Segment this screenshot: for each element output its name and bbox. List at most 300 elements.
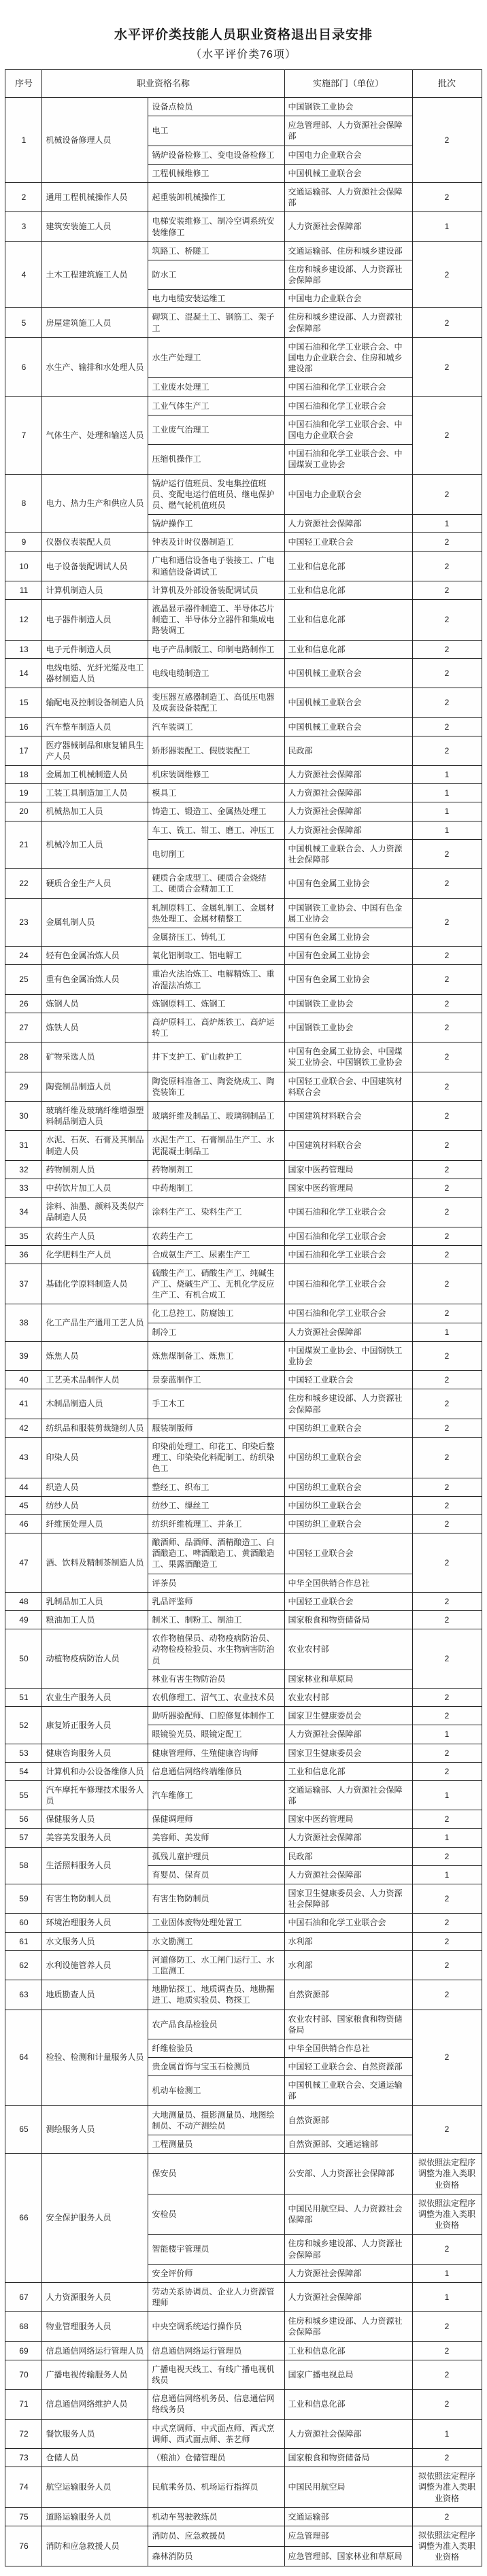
row-number-cell: 15 bbox=[5, 688, 42, 717]
department-cell: 中国民用航空局、人力资源社会保障部 bbox=[284, 2194, 412, 2235]
batch-cell: 2 bbox=[412, 717, 482, 736]
table-row bbox=[5, 1744, 482, 1762]
department-cell: 中国钢铁工业协会 bbox=[284, 98, 412, 116]
department-cell: 住房和城乡建设部、人力资源社会保障部 bbox=[284, 2235, 412, 2264]
batch-cell: 2 bbox=[412, 241, 482, 308]
table-row bbox=[5, 1829, 482, 1847]
qualification-name-cell: 信息通信网络机务员、信息通信网络线务员 bbox=[148, 2390, 284, 2419]
table-row bbox=[5, 533, 482, 552]
batch-cell: 2 bbox=[412, 337, 482, 396]
batch-cell: 2 bbox=[412, 1932, 482, 1950]
qualification-name-cell: 高炉原料工、高炉炼铁工、高炉运转工 bbox=[148, 1013, 284, 1042]
batch-cell: 2 bbox=[412, 898, 482, 947]
table-row bbox=[5, 474, 482, 515]
batch-cell: 1 bbox=[412, 2282, 482, 2311]
batch-cell: 2 bbox=[412, 2507, 482, 2526]
department-cell: 中国机械工业联合会 bbox=[284, 164, 412, 182]
qualification-name-cell: 林业有害生物防治员 bbox=[148, 1670, 284, 1688]
table-row bbox=[5, 2467, 482, 2508]
category-cell: 涂料、油墨、颜料及类似产品制造人员 bbox=[42, 1198, 148, 1227]
table-row bbox=[5, 600, 482, 641]
table-row bbox=[5, 1227, 482, 1245]
category-cell: 康复矫正服务人员 bbox=[42, 1707, 148, 1744]
qualification-name-cell: 工程机械维修工 bbox=[148, 164, 284, 182]
department-cell: 国家卫生健康委员会 bbox=[284, 1707, 412, 1725]
table-row bbox=[5, 241, 482, 260]
department-cell: 人力资源社会保障部 bbox=[284, 784, 412, 802]
table-row bbox=[5, 1884, 482, 1914]
category-cell: 炼钢人员 bbox=[42, 994, 148, 1013]
table-row bbox=[5, 766, 482, 784]
row-number-cell: 48 bbox=[5, 1592, 42, 1610]
department-cell: 中国石油和化学工业联合会 bbox=[284, 1264, 412, 1304]
batch-cell: 1 bbox=[412, 802, 482, 821]
category-cell: 动植物疫病防治人员 bbox=[42, 1629, 148, 1689]
batch-cell: 2 bbox=[412, 1980, 482, 2010]
row-number-cell: 50 bbox=[5, 1629, 42, 1689]
table-row bbox=[5, 2105, 482, 2135]
category-cell: 通用工程机械操作人员 bbox=[42, 182, 148, 211]
qualification-name-cell: 压缩机操作工 bbox=[148, 445, 284, 474]
row-number-cell: 68 bbox=[5, 2312, 42, 2341]
qualification-name-cell: 硫酸生产工、硝酸生产工、纯碱生产工、烧碱生产工、无机化学反应生产工、有机合成工 bbox=[148, 1264, 284, 1304]
row-number-cell: 38 bbox=[5, 1304, 42, 1341]
category-cell: 机械冷加工人员 bbox=[42, 821, 148, 869]
batch-cell: 2 bbox=[412, 600, 482, 641]
department-cell: 自然资源部、交通运输部 bbox=[284, 2135, 412, 2154]
row-number-cell: 39 bbox=[5, 1341, 42, 1370]
table-row bbox=[5, 717, 482, 736]
department-cell: 应急管理部、国家林业和草原局 bbox=[284, 2546, 412, 2566]
category-cell: 汽车整车制造人员 bbox=[42, 717, 148, 736]
category-cell: 仪器仪表装配人员 bbox=[42, 533, 148, 552]
qualification-name-cell: 地勘钻探工、地质调查员、地勘掘进工、地质实验员、物探工 bbox=[148, 1980, 284, 2010]
department-cell: 中国石油和化学工业联合会 bbox=[284, 1914, 412, 1932]
qualification-name-cell: 电切削工 bbox=[148, 839, 284, 868]
department-cell: 中国石油和化学工业联合会 bbox=[284, 396, 412, 415]
batch-cell: 1 bbox=[412, 2264, 482, 2282]
category-cell: 农业生产服务人员 bbox=[42, 1688, 148, 1706]
qualification-name-cell: 广播电视天线工、有线广播电视机线员 bbox=[148, 2360, 284, 2389]
table-row bbox=[5, 784, 482, 802]
category-cell: 金属加工机械制造人员 bbox=[42, 766, 148, 784]
department-cell: 中国机械工业联合会 bbox=[284, 658, 412, 688]
qualification-table-body bbox=[5, 98, 482, 2566]
row-number-cell: 61 bbox=[5, 1932, 42, 1950]
batch-cell: 2 bbox=[412, 2448, 482, 2467]
qualification-name-cell: 评茶员 bbox=[148, 1574, 284, 1592]
batch-cell: 2 bbox=[412, 1478, 482, 1496]
qualification-name-cell: 眼镜验光员、眼镜定配工 bbox=[148, 1725, 284, 1744]
category-cell: 医疗器械制品和康复辅具生产人员 bbox=[42, 736, 148, 765]
row-number-cell: 2 bbox=[5, 182, 42, 211]
table-row bbox=[5, 2360, 482, 2389]
department-cell: 应急管理部 bbox=[284, 2526, 412, 2546]
department-cell: 人力资源社会保障部 bbox=[284, 802, 412, 821]
department-cell: 中国轻工业联合会、自然资源部 bbox=[284, 2058, 412, 2076]
department-cell: 国家广播电视总局 bbox=[284, 2360, 412, 2389]
qualification-name-cell: 机动车检测工 bbox=[148, 2076, 284, 2105]
table-row bbox=[5, 1437, 482, 1478]
category-cell: 房屋建筑施工人员 bbox=[42, 308, 148, 337]
row-number-cell: 42 bbox=[5, 1419, 42, 1437]
table-row bbox=[5, 1419, 482, 1437]
row-number-cell: 35 bbox=[5, 1227, 42, 1245]
category-cell: 农药生产人员 bbox=[42, 1227, 148, 1245]
qualification-name-cell: 防水工 bbox=[148, 260, 284, 289]
table-row bbox=[5, 1780, 482, 1810]
category-cell: 餐饮服务人员 bbox=[42, 2419, 148, 2448]
table-row bbox=[5, 2010, 482, 2039]
table-row bbox=[5, 182, 482, 211]
department-cell: 中国民用航空局 bbox=[284, 2467, 412, 2508]
header-dept: 实施部门（单位） bbox=[284, 70, 412, 98]
batch-cell: 2 bbox=[412, 1389, 482, 1419]
qualification-name-cell: 制米工、制粉工、制油工 bbox=[148, 1611, 284, 1629]
qualification-name-cell: 农机修理工、沼气工、农业技术员 bbox=[148, 1688, 284, 1706]
row-number-cell: 46 bbox=[5, 1514, 42, 1533]
table-row bbox=[5, 1950, 482, 1980]
qualification-name-cell: 保安员 bbox=[148, 2154, 284, 2194]
category-cell: 粮油加工人员 bbox=[42, 1611, 148, 1629]
batch-cell: 2 bbox=[412, 1179, 482, 1197]
qualification-name-cell: 电工 bbox=[148, 116, 284, 146]
row-number-cell: 43 bbox=[5, 1437, 42, 1478]
qualification-name-cell: 铸造工、锻造工、金属热处理工 bbox=[148, 802, 284, 821]
category-cell: 炼焦人员 bbox=[42, 1341, 148, 1370]
qualification-name-cell: 筑路工、桥隧工 bbox=[148, 241, 284, 260]
qualification-name-cell: 纤维检验员 bbox=[148, 2039, 284, 2057]
department-cell: 中国电力企业联合会 bbox=[284, 290, 412, 308]
table-row bbox=[5, 1592, 482, 1610]
row-number-cell: 55 bbox=[5, 1780, 42, 1810]
batch-cell: 2 bbox=[412, 1341, 482, 1370]
batch-cell: 2 bbox=[412, 994, 482, 1013]
category-cell: 水生产、输排和水处理人员 bbox=[42, 337, 148, 396]
qualification-name-cell: 硬质合金成型工、硬质合金烧结工、硬质合金精加工工 bbox=[148, 869, 284, 898]
qualification-name-cell: 药物制剂工 bbox=[148, 1160, 284, 1179]
batch-cell: 2 bbox=[412, 1847, 482, 1865]
qualification-name-cell: 广电和通信设备电子装接工、广电和通信设备调试工 bbox=[148, 552, 284, 581]
table-row bbox=[5, 2448, 482, 2467]
table-row bbox=[5, 1072, 482, 1101]
category-cell: 土木工程建筑施工人员 bbox=[42, 241, 148, 308]
category-cell: 机械设备修理人员 bbox=[42, 98, 148, 183]
department-cell: 中国石油和化学工业联合会、中国电力企业联合会、住房和城乡建设部 bbox=[284, 337, 412, 378]
batch-cell: 2 bbox=[412, 1688, 482, 1706]
batch-cell: 2 bbox=[412, 1371, 482, 1389]
qualification-name-cell: 液晶显示器件制造工、半导体芯片制造工、半导体分立器件和集成电路装调工 bbox=[148, 600, 284, 641]
department-cell: 人力资源社会保障部 bbox=[284, 1865, 412, 1884]
department-cell: 中国机械工业联合会 bbox=[284, 688, 412, 717]
row-number-cell: 14 bbox=[5, 658, 42, 688]
row-number-cell: 58 bbox=[5, 1847, 42, 1884]
department-cell: 工业和信息化部 bbox=[284, 640, 412, 658]
category-cell: 纤维预处理人员 bbox=[42, 1514, 148, 1533]
qualification-name-cell: 安全评价师 bbox=[148, 2264, 284, 2282]
qualification-name-cell: 矫形器装配工、假肢装配工 bbox=[148, 736, 284, 765]
table-row bbox=[5, 337, 482, 378]
row-number-cell: 36 bbox=[5, 1245, 42, 1264]
department-cell: 中国机械工业联合会、交通运输部 bbox=[284, 2076, 412, 2105]
row-number-cell: 70 bbox=[5, 2360, 42, 2389]
row-number-cell: 8 bbox=[5, 474, 42, 533]
row-number-cell: 72 bbox=[5, 2419, 42, 2448]
category-cell: 炼铁人员 bbox=[42, 1013, 148, 1042]
category-cell: 地质勘查人员 bbox=[42, 1980, 148, 2010]
batch-cell: 2 bbox=[412, 1102, 482, 1131]
row-number-cell: 3 bbox=[5, 212, 42, 241]
department-cell: 中国电力企业联合会 bbox=[284, 474, 412, 515]
department-cell: 人力资源社会保障部 bbox=[284, 821, 412, 839]
category-cell: 酒、饮料及精制茶制造人员 bbox=[42, 1533, 148, 1593]
batch-cell: 1 bbox=[412, 1865, 482, 1884]
table-row bbox=[5, 1514, 482, 1533]
department-cell: 中国纺织工业联合会 bbox=[284, 1437, 412, 1478]
qualification-name-cell: 水文勘测工 bbox=[148, 1932, 284, 1950]
table-row bbox=[5, 821, 482, 839]
category-cell: 金属轧制人员 bbox=[42, 898, 148, 947]
qualification-name-cell: 炼钢原料工、炼钢工 bbox=[148, 994, 284, 1013]
table-row bbox=[5, 1810, 482, 1829]
qualification-name-cell: 信息通信网络终端维修员 bbox=[148, 1762, 284, 1780]
qualification-name-cell: 河道修防工、水工闸门运行工、水工监测工 bbox=[148, 1950, 284, 1980]
batch-cell: 2 bbox=[412, 581, 482, 599]
header-name: 职业资格名称 bbox=[42, 70, 284, 98]
department-cell: 人力资源社会保障部 bbox=[284, 1725, 412, 1744]
department-cell: 工业和信息化部 bbox=[284, 1762, 412, 1780]
category-cell: 信息通信网络维护人员 bbox=[42, 2390, 148, 2419]
row-number-cell: 37 bbox=[5, 1264, 42, 1304]
table-row bbox=[5, 1478, 482, 1496]
table-row bbox=[5, 2312, 482, 2341]
row-number-cell: 4 bbox=[5, 241, 42, 308]
qualification-name-cell: 美容师、美发师 bbox=[148, 1829, 284, 1847]
qualification-name-cell: 砌筑工、混凝土工、钢筋工、架子工 bbox=[148, 308, 284, 337]
batch-cell: 2 bbox=[412, 1592, 482, 1610]
row-number-cell: 63 bbox=[5, 1980, 42, 2010]
qualification-name-cell: 锅炉设备检修工、变电设备检修工 bbox=[148, 146, 284, 164]
table-row bbox=[5, 1762, 482, 1780]
table-row bbox=[5, 947, 482, 965]
table-row bbox=[5, 2390, 482, 2419]
department-cell: 中国电力企业联合会 bbox=[284, 146, 412, 164]
category-cell: 输配电及控制设备制造人员 bbox=[42, 688, 148, 717]
department-cell: 中国有色金属工业协会 bbox=[284, 947, 412, 965]
category-cell: 药物制剂人员 bbox=[42, 1160, 148, 1179]
table-row bbox=[5, 396, 482, 415]
table-row bbox=[5, 1847, 482, 1865]
qualification-name-cell: 井下支护工、矿山救护工 bbox=[148, 1043, 284, 1072]
table-row bbox=[5, 98, 482, 116]
batch-cell: 2 bbox=[412, 1419, 482, 1437]
table-row bbox=[5, 869, 482, 898]
batch-cell: 2 bbox=[412, 1762, 482, 1780]
department-cell: 国家卫生健康委员会 bbox=[284, 1744, 412, 1762]
batch-cell: 2 bbox=[412, 2235, 482, 2264]
table-row bbox=[5, 2507, 482, 2526]
qualification-name-cell: 陶瓷原料准备工、陶瓷烧成工、陶瓷装饰工 bbox=[148, 1072, 284, 1101]
category-cell: 硬质合金生产人员 bbox=[42, 869, 148, 898]
batch-cell: 2 bbox=[412, 1072, 482, 1101]
department-cell: 中国有色金属工业协会 bbox=[284, 869, 412, 898]
table-row bbox=[5, 1688, 482, 1706]
batch-cell: 2 bbox=[412, 1744, 482, 1762]
qualification-name-cell: 智能楼宇管理员 bbox=[148, 2235, 284, 2264]
batch-cell: 2 bbox=[412, 2010, 482, 2105]
row-number-cell: 40 bbox=[5, 1371, 42, 1389]
row-number-cell: 11 bbox=[5, 581, 42, 599]
batch-cell: 2 bbox=[412, 1227, 482, 1245]
row-number-cell: 20 bbox=[5, 802, 42, 821]
batch-cell: 2 bbox=[412, 1707, 482, 1725]
department-cell: 交通运输部、人力资源社会保障部 bbox=[284, 182, 412, 211]
qualification-name-cell: （粮油）仓储管理员 bbox=[148, 2448, 284, 2467]
table-row bbox=[5, 965, 482, 994]
category-cell: 道路运输服务人员 bbox=[42, 2507, 148, 2526]
batch-cell: 2 bbox=[412, 947, 482, 965]
batch-cell: 2 bbox=[412, 552, 482, 581]
category-cell: 有害生物防制人员 bbox=[42, 1884, 148, 1914]
category-cell: 电子元件制造人员 bbox=[42, 640, 148, 658]
batch-cell: 2 bbox=[412, 1884, 482, 1914]
qualification-name-cell: 水泥生产工、石膏制品生产工、水泥混凝土制品工 bbox=[148, 1131, 284, 1160]
batch-cell: 2 bbox=[412, 1514, 482, 1533]
row-number-cell: 12 bbox=[5, 600, 42, 641]
table-row bbox=[5, 1980, 482, 2010]
department-cell: 中国建筑材料联合会 bbox=[284, 1131, 412, 1160]
row-number-cell: 75 bbox=[5, 2507, 42, 2526]
qualification-name-cell: 育婴员、保育员 bbox=[148, 1865, 284, 1884]
department-cell: 中国石油和化学工业联合会 bbox=[284, 1227, 412, 1245]
category-cell: 仓储人员 bbox=[42, 2448, 148, 2467]
category-cell: 气体生产、处理和输送人员 bbox=[42, 396, 148, 474]
qualification-name-cell: 整经工、织布工 bbox=[148, 1478, 284, 1496]
category-cell: 乳制品加工人员 bbox=[42, 1592, 148, 1610]
table-row bbox=[5, 1198, 482, 1227]
category-cell: 建筑安装施工人员 bbox=[42, 212, 148, 241]
qualification-name-cell: 炼焦煤制备工、炼焦工 bbox=[148, 1341, 284, 1370]
batch-cell: 2 bbox=[412, 1043, 482, 1072]
table-row bbox=[5, 802, 482, 821]
category-cell: 信息通信网络运行管理人员 bbox=[42, 2341, 148, 2360]
qualification-name-cell: 孤残儿童护理员 bbox=[148, 1847, 284, 1865]
batch-cell: 2 bbox=[412, 1264, 482, 1304]
department-cell: 中国石油和化学工业联合会 bbox=[284, 1304, 412, 1323]
department-cell: 人力资源社会保障部 bbox=[284, 1829, 412, 1847]
category-cell: 保健服务人员 bbox=[42, 1810, 148, 1829]
qualification-name-cell: 大地测量员、摄影测量员、地图绘制员、不动产测绘员 bbox=[148, 2105, 284, 2135]
qualification-name-cell: 钟表及计时仪器制造工 bbox=[148, 533, 284, 552]
department-cell: 国家粮食和物资储备局 bbox=[284, 2448, 412, 2467]
batch-cell: 1 bbox=[412, 2419, 482, 2448]
category-cell: 广播电视传输服务人员 bbox=[42, 2360, 148, 2389]
category-cell: 计算机制造人员 bbox=[42, 581, 148, 599]
department-cell: 中国轻工业联合会 bbox=[284, 1592, 412, 1610]
qualification-name-cell: 工业废水处理工 bbox=[148, 378, 284, 396]
batch-cell: 2 bbox=[412, 1496, 482, 1514]
department-cell: 农业农村部、国家粮食和物资储备局 bbox=[284, 2010, 412, 2039]
qualification-name-cell: 贵金属首饰与宝玉石检测员 bbox=[148, 2058, 284, 2076]
row-number-cell: 53 bbox=[5, 1744, 42, 1762]
department-cell: 国家林业和草原局 bbox=[284, 1670, 412, 1688]
department-cell: 中国石油和化学工业联合会、中国电力企业联合会 bbox=[284, 415, 412, 444]
qualification-name-cell: 制冷工 bbox=[148, 1323, 284, 1341]
department-cell: 民政部 bbox=[284, 1847, 412, 1865]
table-row bbox=[5, 581, 482, 599]
qualification-name-cell: 酿酒师、品酒师、酒精酿造工、白酒酿造工、啤酒酿造工、黄酒酿造工、果露酒酿造工 bbox=[148, 1533, 284, 1574]
row-number-cell: 28 bbox=[5, 1043, 42, 1072]
category-cell: 矿物采选人员 bbox=[42, 1043, 148, 1072]
batch-cell: 拟依照法定程序调整为准入类职业资格 bbox=[412, 2194, 482, 2235]
category-cell: 工装工具制造加工人员 bbox=[42, 784, 148, 802]
batch-cell: 2 bbox=[412, 182, 482, 211]
category-cell: 印染人员 bbox=[42, 1437, 148, 1478]
category-cell: 水泥、石灰、石膏及其制品制造人员 bbox=[42, 1131, 148, 1160]
qualification-name-cell: 车工、铣工、钳工、磨工、冲压工 bbox=[148, 821, 284, 839]
category-cell: 工艺美术品制作人员 bbox=[42, 1371, 148, 1389]
table-row bbox=[5, 1629, 482, 1670]
batch-cell: 2 bbox=[412, 474, 482, 515]
qualification-name-cell: 纺织纤维梳理工、并条工 bbox=[148, 1514, 284, 1533]
qualification-name-cell: 金属挤压工、铸轧工 bbox=[148, 928, 284, 946]
category-cell: 纺纱人员 bbox=[42, 1496, 148, 1514]
category-cell: 物业管理服务人员 bbox=[42, 2312, 148, 2341]
qualification-name-cell: 消防员、应急救援员 bbox=[148, 2526, 284, 2546]
qualification-name-cell: 电梯安装维修工、制冷空调系统安装维修工 bbox=[148, 212, 284, 241]
department-cell: 国家中医药管理局 bbox=[284, 1179, 412, 1197]
department-cell: 人力资源社会保障部 bbox=[284, 2419, 412, 2448]
batch-cell: 2 bbox=[412, 1131, 482, 1160]
qualification-name-cell: 纺纱工、缫丝工 bbox=[148, 1496, 284, 1514]
category-cell: 轻有色金属冶炼人员 bbox=[42, 947, 148, 965]
row-number-cell: 18 bbox=[5, 766, 42, 784]
table-row bbox=[5, 1914, 482, 1932]
row-number-cell: 9 bbox=[5, 533, 42, 552]
qualification-name-cell: 工业废气治理工 bbox=[148, 415, 284, 444]
row-number-cell: 5 bbox=[5, 308, 42, 337]
department-cell: 中国石油和化学工业联合会、中国煤炭工业协会 bbox=[284, 445, 412, 474]
qualification-name-cell: 玻璃纤维及制品工、玻璃钢制品工 bbox=[148, 1102, 284, 1131]
row-number-cell: 51 bbox=[5, 1688, 42, 1706]
table-row bbox=[5, 2341, 482, 2360]
batch-cell: 1 bbox=[412, 1323, 482, 1341]
batch-cell: 1 bbox=[412, 1725, 482, 1744]
category-cell: 基础化学原料制造人员 bbox=[42, 1264, 148, 1304]
row-number-cell: 69 bbox=[5, 2341, 42, 2360]
table-row bbox=[5, 1304, 482, 1323]
table-header-row bbox=[5, 70, 482, 98]
batch-cell: 2 bbox=[412, 1950, 482, 1980]
department-cell: 人力资源社会保障部 bbox=[284, 766, 412, 784]
qualification-name-cell: 锅炉运行值班员、发电集控值班员、变配电运行值班员、继电保护员、燃气轮机值班员 bbox=[148, 474, 284, 515]
table-row bbox=[5, 552, 482, 581]
batch-cell: 2 bbox=[412, 1160, 482, 1179]
qualification-table bbox=[5, 69, 482, 2566]
table-row bbox=[5, 2419, 482, 2448]
qualification-name-cell: 劳动关系协调员、企业人力资源管理师 bbox=[148, 2282, 284, 2311]
row-number-cell: 41 bbox=[5, 1389, 42, 1419]
row-number-cell: 64 bbox=[5, 2010, 42, 2105]
department-cell: 工业和信息化部 bbox=[284, 2341, 412, 2360]
table-row bbox=[5, 1131, 482, 1160]
table-row bbox=[5, 1707, 482, 1725]
department-cell: 中国轻工业联合会 bbox=[284, 533, 412, 552]
department-cell: 中国石油和化学工业联合会 bbox=[284, 378, 412, 396]
department-cell: 应急管理部、人力资源社会保障部 bbox=[284, 116, 412, 146]
qualification-name-cell: 化工总控工、防腐蚀工 bbox=[148, 1304, 284, 1323]
batch-cell: 2 bbox=[412, 98, 482, 183]
